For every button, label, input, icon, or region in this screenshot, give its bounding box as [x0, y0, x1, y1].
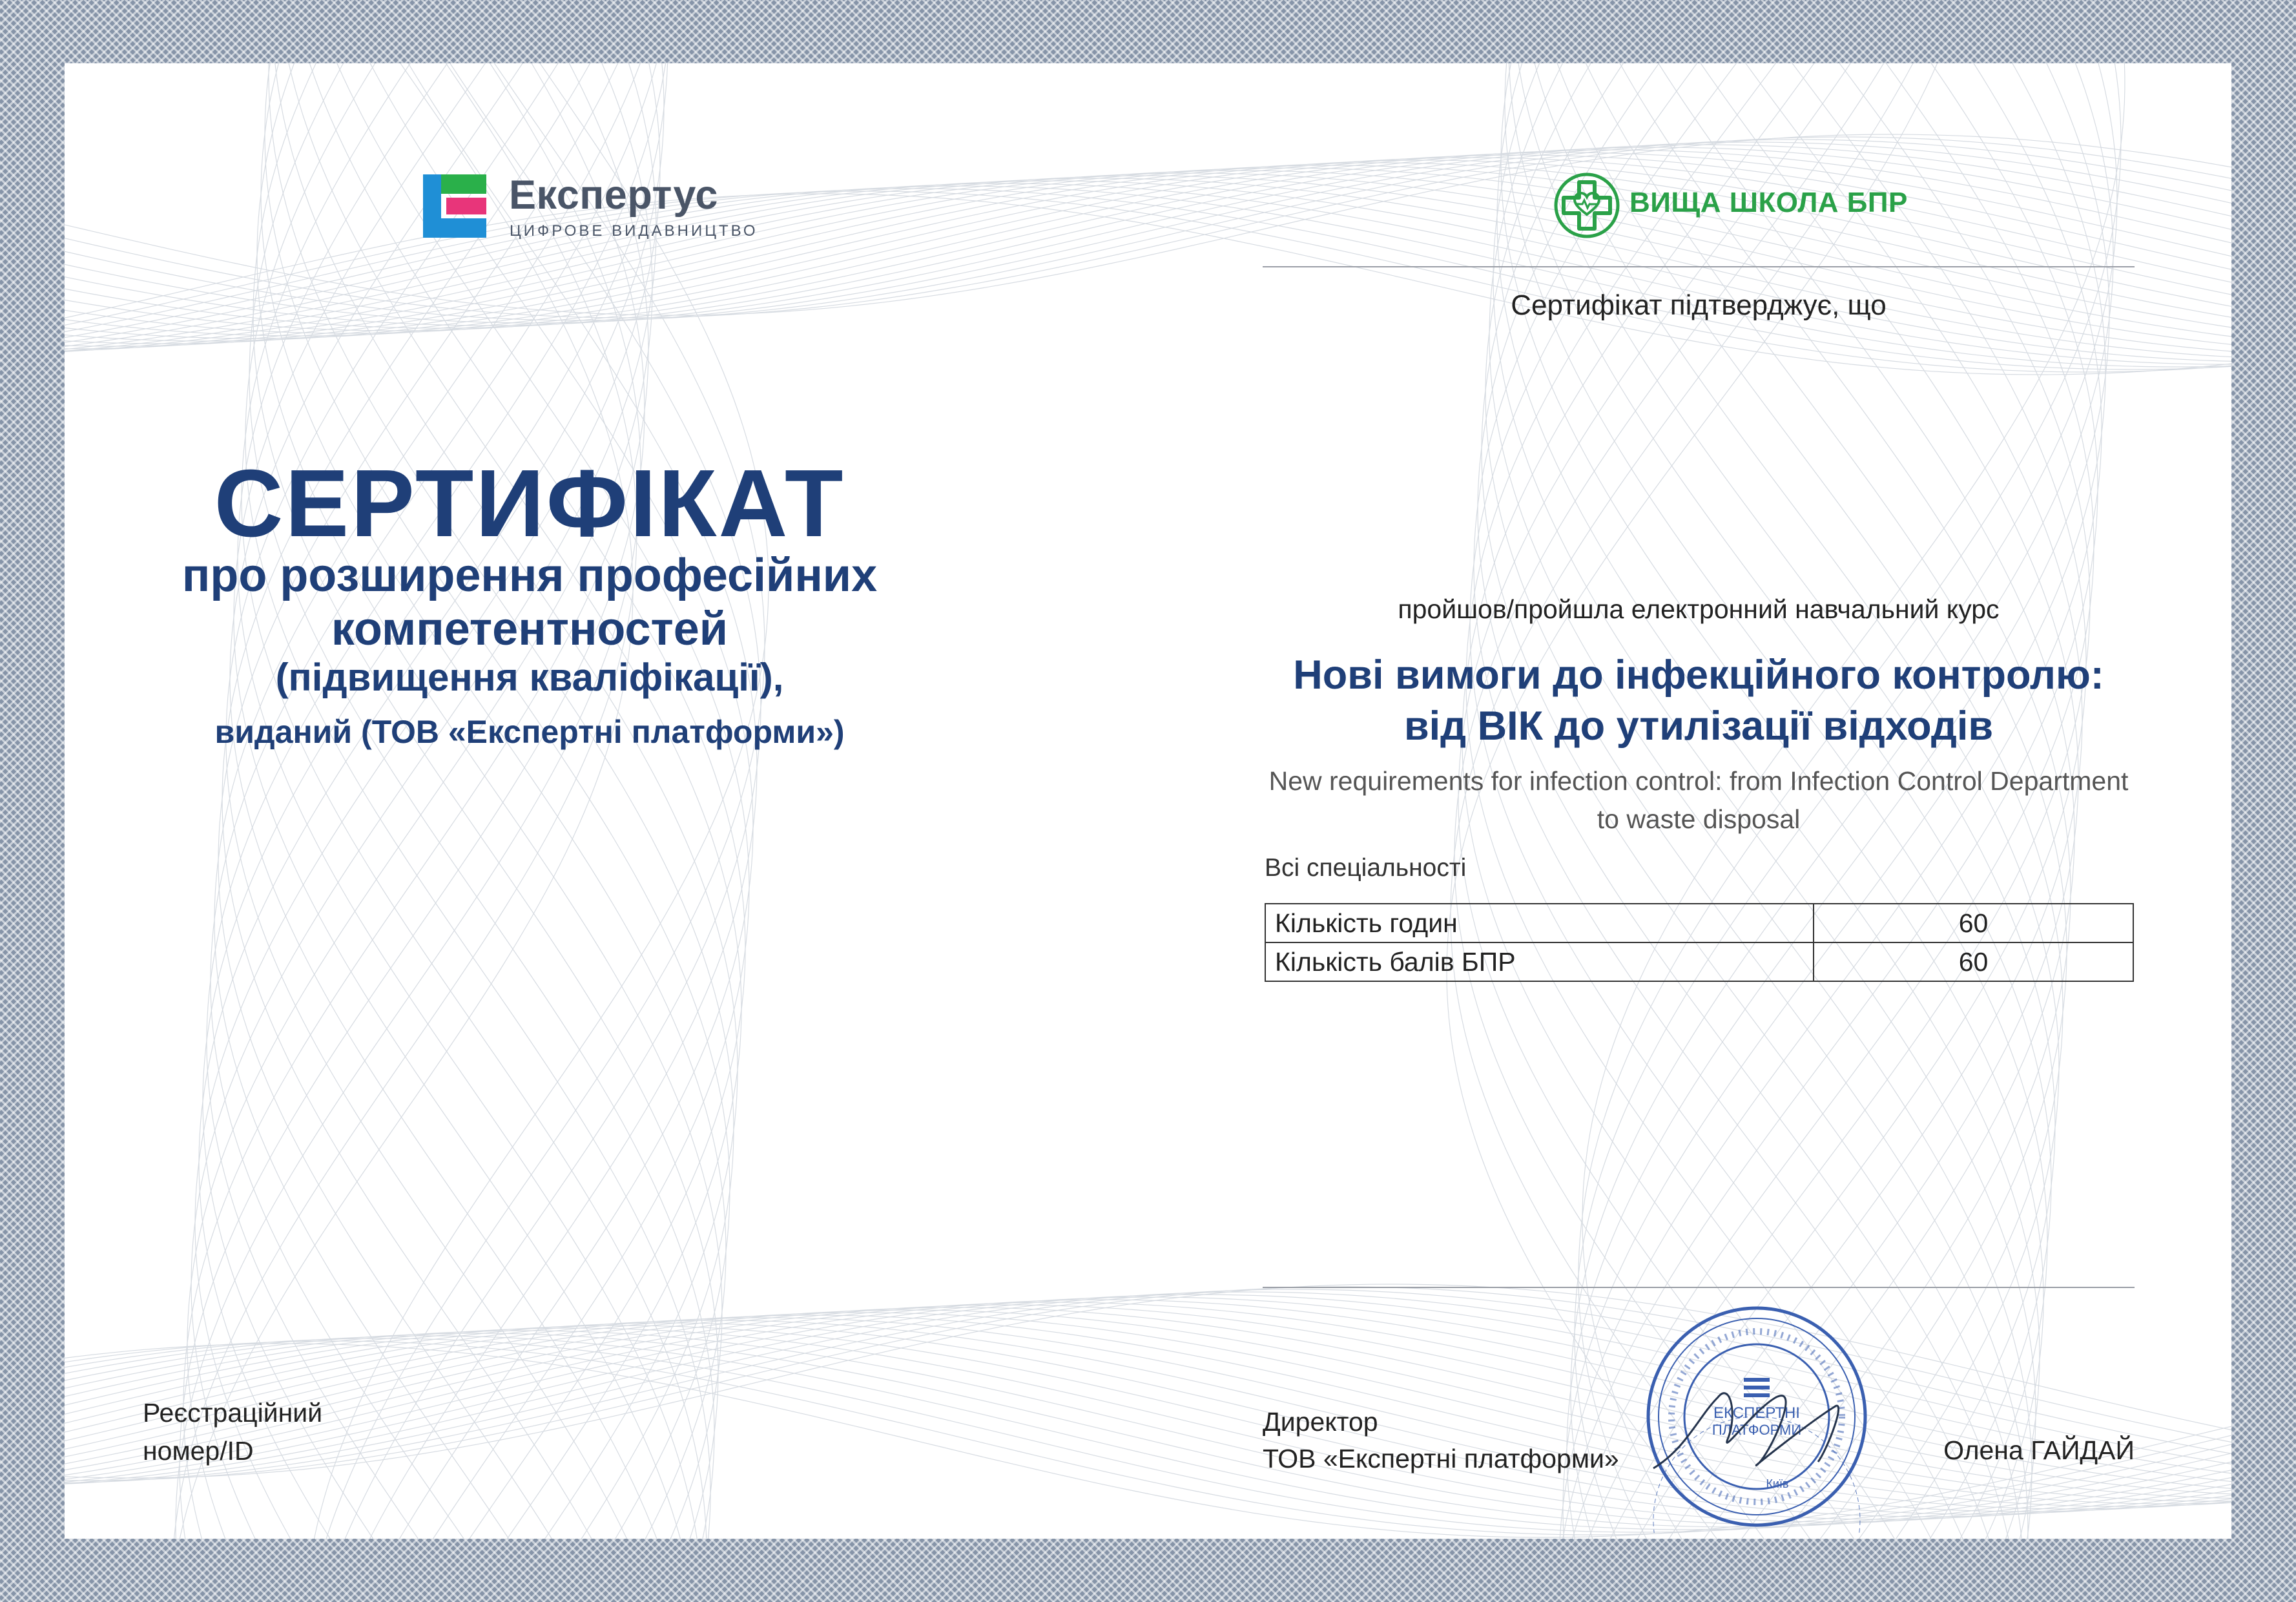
- vyshcha-shkola-logo: [1553, 167, 1915, 244]
- certificate-confirms-text: Сертифікат підтверджує, що: [1511, 289, 1887, 321]
- table-row: [1265, 942, 2133, 981]
- stamp-city: Київ: [1766, 1477, 1789, 1490]
- signer-name: Олена ГАЙДАЙ: [1943, 1435, 2135, 1465]
- passed-course-text: пройшов/пройшла електронний навчальний курс: [1398, 594, 2000, 624]
- table-cell-label: Кількість балів БПР: [1265, 942, 1814, 981]
- table-cell-label: Кількість годин: [1265, 904, 1814, 942]
- medical-cross-heart-icon: [1553, 172, 1620, 239]
- registration-line2: номер/ID: [143, 1436, 254, 1466]
- vyshcha-shkola-name: ВИЩА ШКОЛА БПР: [1629, 187, 1908, 218]
- stamp-center-line1: ЕКСПЕРТНІ: [1713, 1404, 1800, 1422]
- registration-number-label: [143, 1394, 322, 1471]
- director-position-line1: Директор: [1263, 1407, 1378, 1437]
- table-cell-value: 60: [1814, 942, 2133, 981]
- certificate-subtitle-line3: (підвищення кваліфікації),: [275, 656, 784, 699]
- certificate-issued-by: виданий (ТОВ «Експертні платформи»): [214, 714, 845, 750]
- certificate-subtitle-line2: компетентностей: [331, 603, 729, 655]
- certificate-sheet: [65, 63, 2231, 1539]
- course-title-en: [1263, 762, 2135, 839]
- specialty-text: Всі спеціальності: [1265, 854, 1467, 882]
- course-title-en-line1: New requirements for infection control: from Infection Control Department: [1268, 766, 2129, 796]
- stamp-center-line2: ПЛАТФОРМИ: [1712, 1422, 1802, 1438]
- expertus-logo-subtitle: ЦИФРОВЕ ВИДАВНИЦТВО: [510, 222, 758, 240]
- top-divider: [1263, 266, 2135, 267]
- certificate-subtitle: [181, 549, 878, 656]
- course-title: [1263, 650, 2135, 753]
- course-title-line2: від ВІК до утилізації відходів: [1403, 703, 1994, 749]
- certificate-title: СЕРТИФІКАТ: [214, 450, 845, 557]
- director-position-line2: ТОВ «Експертні платформи»: [1263, 1444, 1619, 1474]
- director-position: [1263, 1404, 1619, 1478]
- bottom-divider: [1263, 1287, 2135, 1288]
- expertus-logo-mark-icon: [423, 174, 486, 238]
- course-title-en-line2: to waste disposal: [1597, 804, 1801, 835]
- registration-line1: Реєстраційний: [143, 1398, 323, 1428]
- expertus-logo-name: Експертус: [509, 172, 718, 218]
- table-cell-value: 60: [1814, 904, 2133, 942]
- course-title-line1: Нові вимоги до інфекційного контролю:: [1293, 652, 2104, 698]
- course-details-table: [1265, 903, 2134, 982]
- company-stamp-icon: [1640, 1300, 1873, 1533]
- expertus-logo: [423, 172, 785, 243]
- table-row: [1265, 904, 2133, 942]
- certificate-subtitle-line1: про розширення професійних: [181, 550, 878, 601]
